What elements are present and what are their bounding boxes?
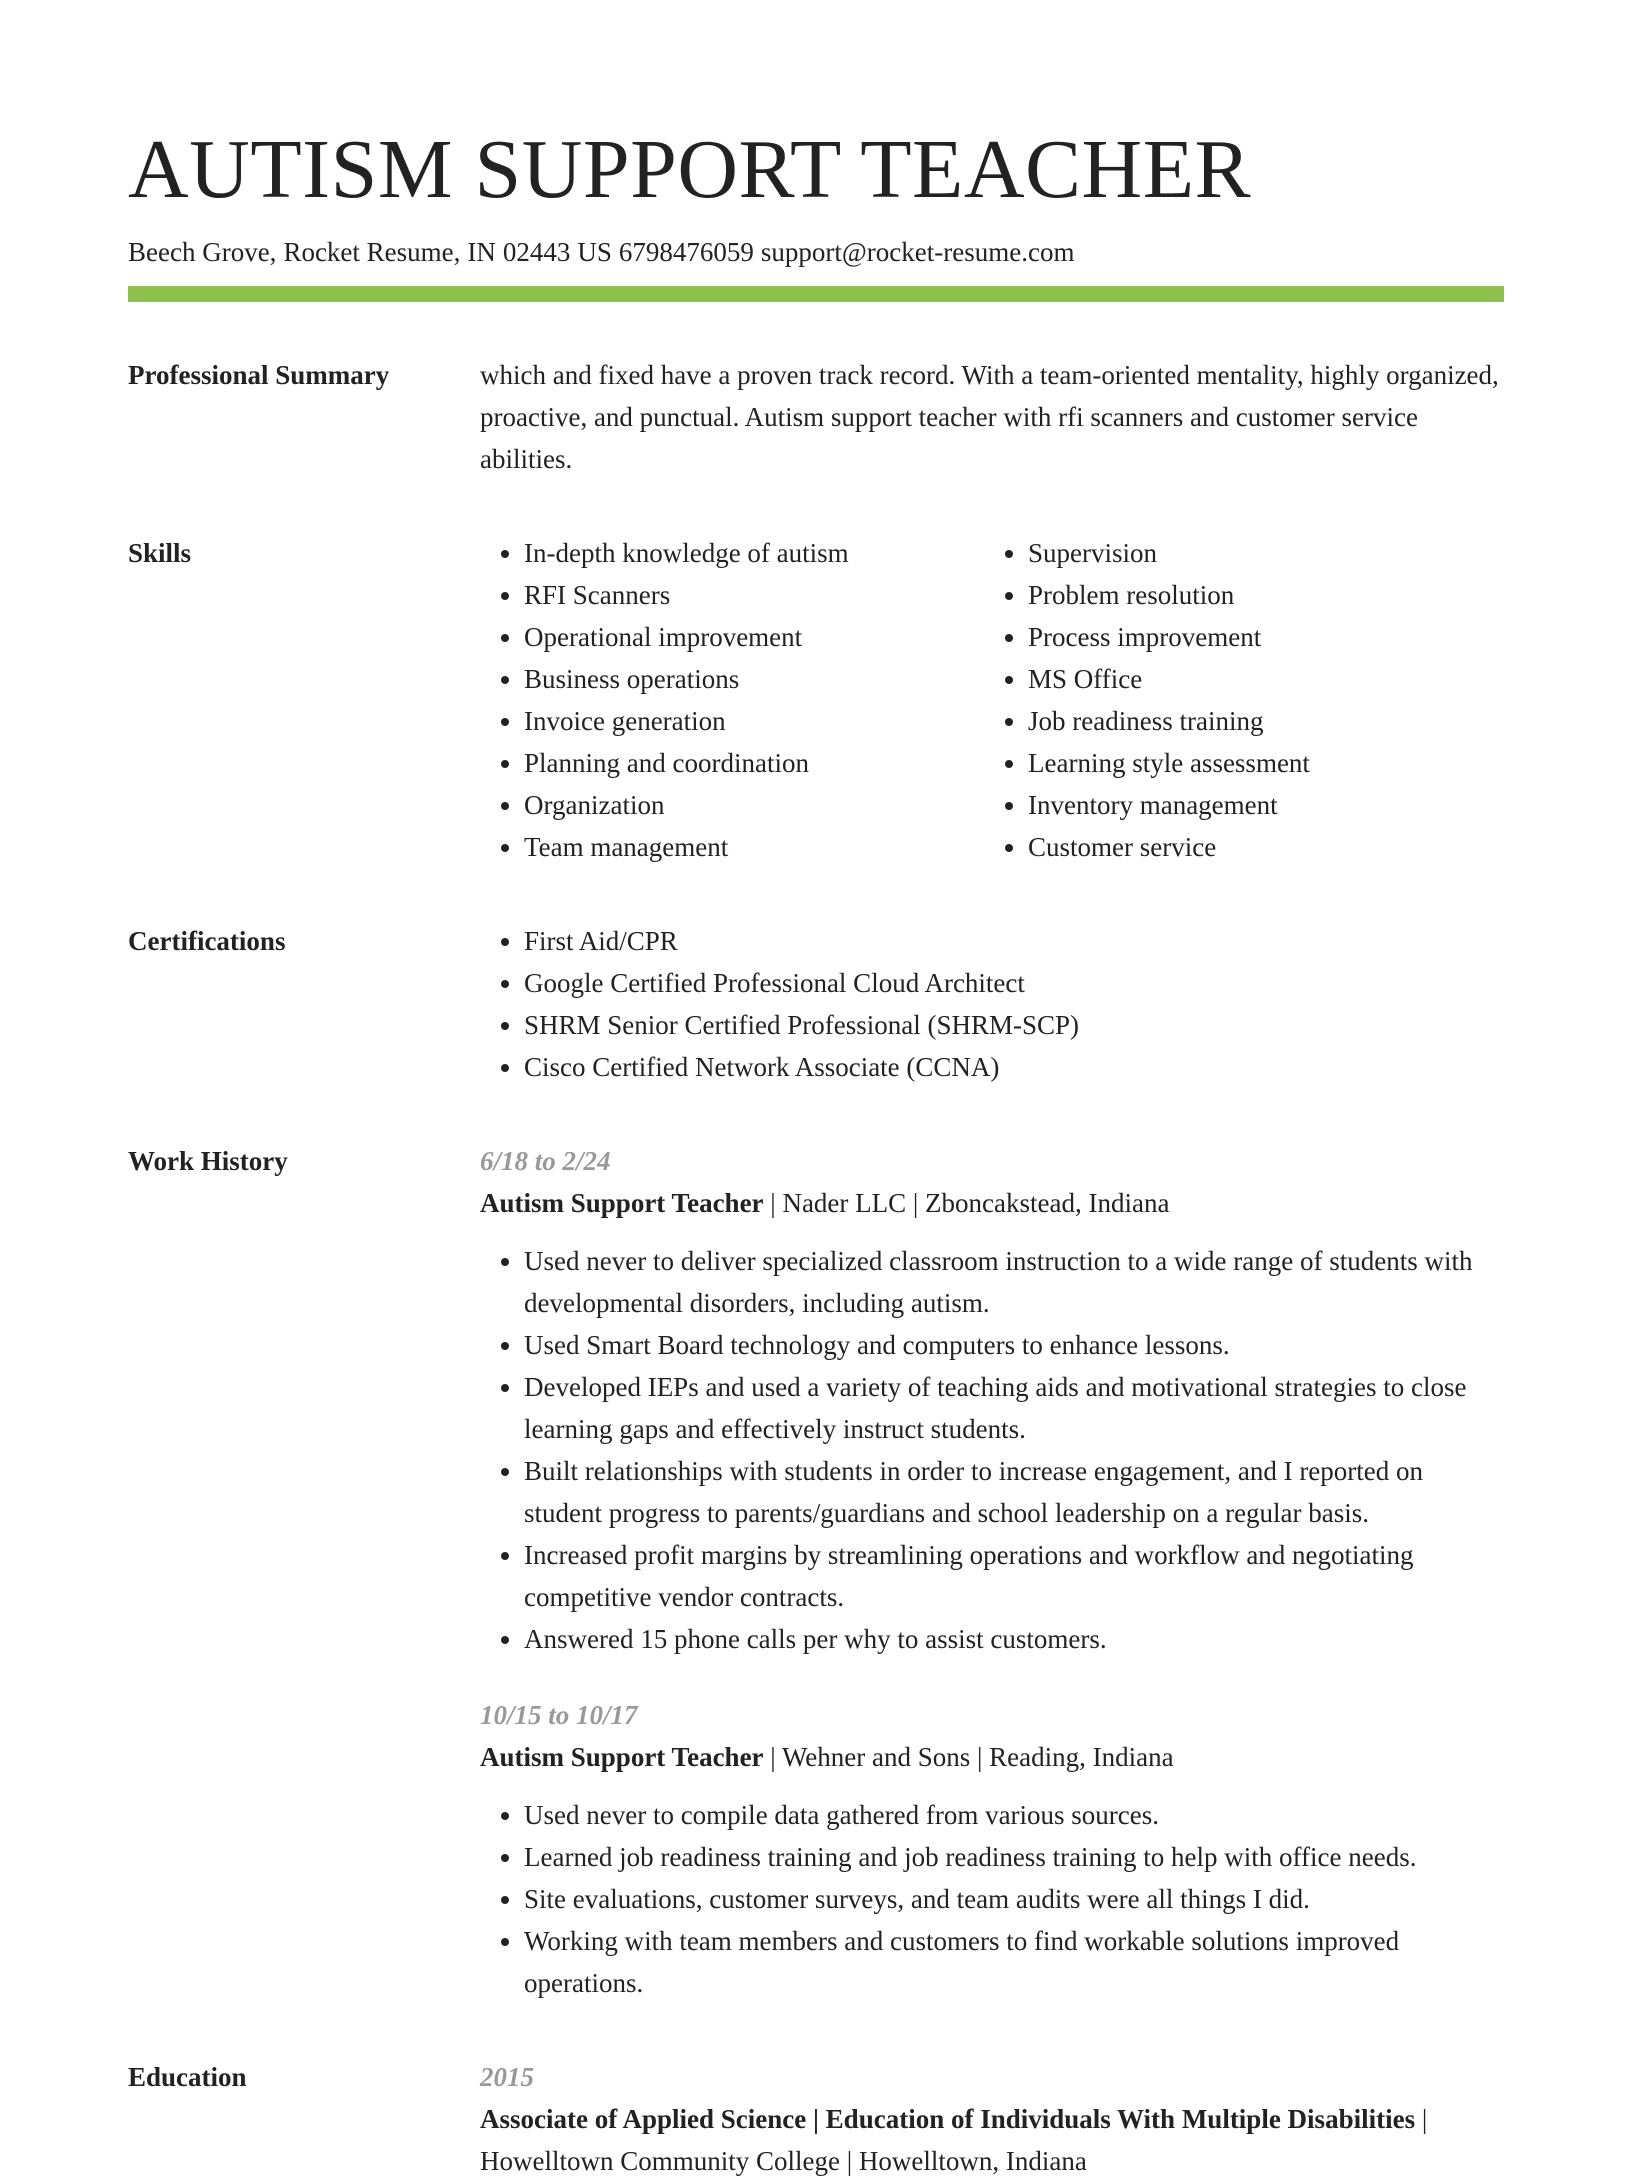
- contact-phone: 6798476059: [618, 237, 754, 267]
- contact-street: Rocket Resume,: [283, 237, 461, 267]
- certification-item: • SHRM Senior Certified Professional (SHRM-SCP): [524, 1004, 1504, 1046]
- resume-title: AUTISM SUPPORT TEACHER: [128, 123, 1252, 216]
- work-section: [128, 1140, 1504, 2004]
- job-bullets: [480, 1240, 1504, 1660]
- education-body: [480, 2056, 1504, 2182]
- skill-item: • In-depth knowledge of autism: [524, 532, 984, 574]
- job-bullet: • Increased profit margins by streamlining operations and workflow and negotiating competitive vendor contracts.: [524, 1534, 1504, 1618]
- education-school: | Howelltown Community College | Howelltown, Indiana: [480, 2104, 1428, 2176]
- job-bullet: • Used never to compile data gathered from various sources.: [524, 1794, 1504, 1836]
- skill-item: • Organization: [524, 784, 984, 826]
- job-dates: 6/18 to 2/24: [480, 1146, 611, 1176]
- skill-item: • Business operations: [524, 658, 984, 700]
- certifications-section: [128, 920, 1504, 1088]
- skills-column-1: [480, 532, 984, 868]
- skill-item: • Customer service: [1028, 826, 1488, 868]
- skill-item: • Team management: [524, 826, 984, 868]
- skills-column-2: [984, 532, 1488, 868]
- job-title: Autism Support Teacher: [480, 1742, 764, 1772]
- job-bullet: • Used never to deliver specialized classroom instruction to a wide range of students with developmental disorders, including autism.: [524, 1240, 1504, 1324]
- skill-item: • Supervision: [1028, 532, 1488, 574]
- contact-email: support@rocket-resume.com: [760, 237, 1075, 267]
- skill-item: • Invoice generation: [524, 700, 984, 742]
- job-title: Autism Support Teacher: [480, 1188, 764, 1218]
- skills-section: [128, 532, 1504, 868]
- certifications-list: [480, 920, 1504, 1088]
- skill-item: • Process improvement: [1028, 616, 1488, 658]
- contact-state: IN: [467, 237, 496, 267]
- skill-item: • Inventory management: [1028, 784, 1488, 826]
- job-bullet: • Site evaluations, customer surveys, and team audits were all things I did.: [524, 1878, 1504, 1920]
- summary-text: which and fixed have a proven track record. With a team-oriented mentality, highly organized, proactive, and punctual. Autism support teacher with rfi scanners and customer service abilities.: [480, 360, 1499, 474]
- education-heading: [480, 2098, 1504, 2182]
- skill-item: • Operational improvement: [524, 616, 984, 658]
- certification-item: • First Aid/CPR: [524, 920, 1504, 962]
- job-bullets: [480, 1794, 1504, 2004]
- education-degree: Associate of Applied Science | Education of Individuals With Multiple Disabilities: [480, 2104, 1416, 2134]
- contact-line: [128, 234, 1504, 270]
- work-body: [480, 1140, 1504, 2004]
- job-heading: [480, 1736, 1504, 1778]
- skill-item: • Job readiness training: [1028, 700, 1488, 742]
- skills-label: Skills: [128, 538, 192, 568]
- job-entry: [480, 1140, 1504, 1660]
- job-bullet: • Developed IEPs and used a variety of teaching aids and motivational strategies to close learning gaps and effectively instruct students.: [524, 1366, 1504, 1450]
- job-bullet: • Used Smart Board technology and computers to enhance lessons.: [524, 1324, 1504, 1366]
- job-dates: 10/15 to 10/17: [480, 1700, 638, 1730]
- skill-item: • Learning style assessment: [1028, 742, 1488, 784]
- certifications-label: Certifications: [128, 926, 286, 956]
- work-label: Work History: [128, 1146, 288, 1176]
- header-divider: [128, 286, 1504, 302]
- contact-city: Beech Grove,: [128, 237, 277, 267]
- summary-label: Professional Summary: [128, 360, 390, 390]
- job-bullet: • Answered 15 phone calls per why to assist customers.: [524, 1618, 1504, 1660]
- contact-zip: 02443: [502, 237, 571, 267]
- skill-item: • Problem resolution: [1028, 574, 1488, 616]
- education-section: [128, 2056, 1504, 2182]
- certification-item: • Cisco Certified Network Associate (CCNA): [524, 1046, 1504, 1088]
- certification-item: • Google Certified Professional Cloud Architect: [524, 962, 1504, 1004]
- job-heading: [480, 1182, 1504, 1224]
- summary-body: [480, 354, 1504, 480]
- job-bullet: • Built relationships with students in order to increase engagement, and I reported on student progress to parents/guardians and school leadership on a regular basis.: [524, 1450, 1504, 1534]
- summary-section: [128, 354, 1504, 480]
- job-details: | Nader LLC | Zboncakstead, Indiana: [763, 1188, 1170, 1218]
- job-entry: [480, 1694, 1504, 2004]
- job-details: | Wehner and Sons | Reading, Indiana: [763, 1742, 1174, 1772]
- resume-page: [128, 120, 1504, 2182]
- skill-item: • RFI Scanners: [524, 574, 984, 616]
- skill-item: • Planning and coordination: [524, 742, 984, 784]
- skills-body: [480, 532, 1504, 868]
- job-bullet: • Working with team members and customers to find workable solutions improved operations.: [524, 1920, 1504, 2004]
- certifications-body: [480, 920, 1504, 1088]
- education-year: 2015: [480, 2062, 534, 2092]
- contact-country: US: [577, 237, 612, 267]
- job-bullet: • Learned job readiness training and job readiness training to help with office needs.: [524, 1836, 1504, 1878]
- skill-item: • MS Office: [1028, 658, 1488, 700]
- education-label: Education: [128, 2062, 247, 2092]
